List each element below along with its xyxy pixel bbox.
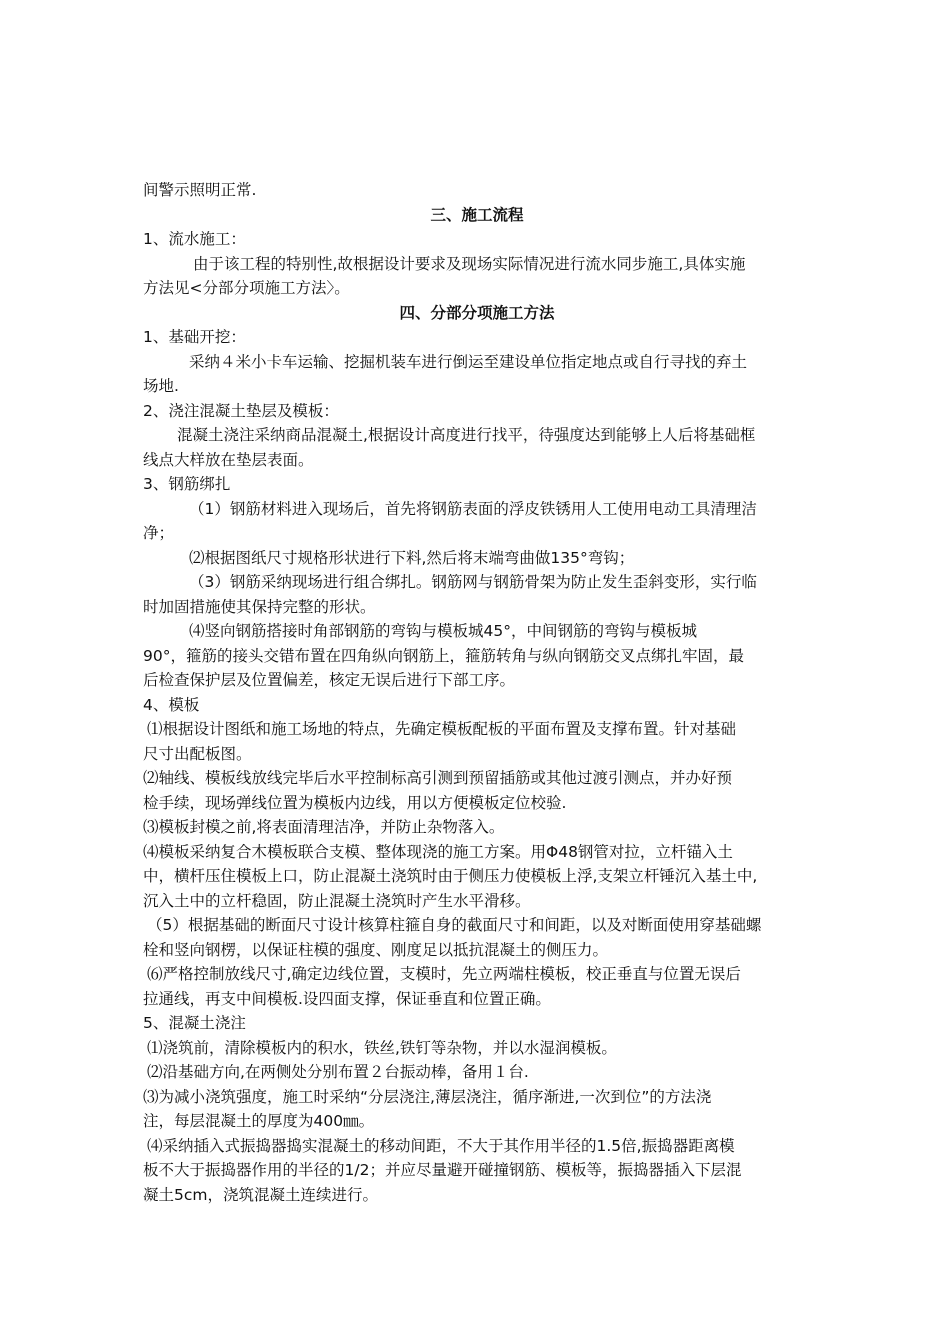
paragraph-line: ⑵根据图纸尺寸规格形状进行下料,然后将末端弯曲做135°弯钩； [189,548,635,567]
paragraph-line: 方法见<分部分项施工方法〉。 [143,279,350,297]
paragraph-line: 90°，箍筋的接头交错布置在四角纵向钢筋上，箍筋转角与纵向钢筋交叉点绑扎牢固，最 [143,646,744,665]
paragraph-line: ⑶模板封模之前,将表面清理洁净，并防止杂物落入。 [143,818,505,836]
section-heading: 三、施工流程 [430,205,524,224]
paragraph-line: 场地. [143,377,179,395]
paragraph-line: 间警示照明正常. [143,181,257,199]
paragraph-line: 检手续，现场弹线位置为模板内边线，用以方便模板定位校验. [143,793,567,812]
paragraph-line: 采纳４米小卡车运输、挖掘机装车进行倒运至建设单位指定地点或自行寻找的弃土 [189,352,748,371]
paragraph-line: ⑶为减小浇筑强度，施工时采纳“分层浇注,薄层浇注，循序渐进,一次到位”的方法浇 [143,1087,712,1106]
paragraph-line: ⑴浇筑前，清除模板内的积水，铁丝,铁钉等杂物，并以水湿润模板。 [147,1038,617,1057]
section-heading: 四、分部分项施工方法 [399,303,555,322]
paragraph-line: 时加固措施使其保持完整的形状。 [143,597,376,616]
paragraph-line: 4、模板 [143,695,200,714]
paragraph-line: 尺寸出配板图。 [143,744,252,763]
paragraph-line: 3、钢筋绑扎 [143,475,231,493]
paragraph-line: 2、浇注混凝土垫层及模板： [143,401,339,420]
paragraph-line: ⑴根据设计图纸和施工场地的特点，先确定模板配板的平面布置及支撑布置。针对基础 [147,720,737,738]
document-body [143,178,811,1207]
paragraph-line: 净； [143,524,175,542]
paragraph-line: 凝土5cm，浇筑混凝土连续进行。 [143,1185,378,1204]
paragraph-line: 栓和竖向钢楞，以保证柱模的强度、刚度足以抵抗混凝土的侧压力。 [143,940,609,959]
paragraph-line: 注，每层混凝土的厚度为400㎜。 [143,1112,375,1130]
paragraph-line: ⑷模板采纳复合木模板联合支模、整体现浇的施工方案。用Φ48钢管对拉，立杆锚入土 [143,842,733,861]
paragraph-line: 后检查保护层及位置偏差，核定无误后进行下部工序。 [143,671,516,689]
paragraph-line: ⑷竖向钢筋搭接时角部钢筋的弯钩与模板城45°，中间钢筋的弯钩与模板城 [189,622,697,640]
paragraph-line: 由于该工程的特别性,故根据设计要求及现场实际情况进行流水同步施工,具体实施 [193,254,746,273]
paragraph-line: 1、基础开挖： [143,328,246,346]
paragraph-line: 线点大样放在垫层表面。 [143,450,314,469]
paragraph-line: 1、流水施工： [143,230,246,248]
paragraph-line: ⑵轴线、模板线放线完毕后水平控制标高引测到预留插筋或其他过渡引测点，并办好预 [143,769,733,787]
paragraph-line: （5）根据基础的断面尺寸设计核算柱箍自身的截面尺寸和间距，以及对断面使用穿基础螺 [147,916,762,934]
paragraph-line: ⑷采纳插入式振捣器捣实混凝土的移动间距，不大于其作用半径的1.5倍,振捣器距离模 [147,1136,735,1155]
paragraph-line: （1）钢筋材料进入现场后，首先将钢筋表面的浮皮铁锈用人工使用电动工具清理洁 [189,499,757,518]
paragraph-line: ⑵沿基础方向,在两侧处分别布置２台振动棒，备用１台. [147,1063,529,1081]
paragraph-line: 沉入土中的立杆稳固，防止混凝土浇筑时产生水平滑移。 [143,891,531,910]
paragraph-line: （3）钢筋采纳现场进行组合绑扎。钢筋网与钢筋骨架为防止发生歪斜变形，实行临 [189,573,757,591]
paragraph-line: 拉通线，再支中间模板.设四面支撑，保证垂直和位置正确。 [143,989,551,1008]
paragraph-line: 中，横杆压住模板上口，防止混凝土浇筑时由于侧压力使模板上浮,支架立杆锤沉入基土中, [143,867,758,885]
paragraph-line: ⑹严格控制放线尺寸,确定边线位置，支模时，先立两端柱模板，校正垂直与位置无误后 [147,965,741,983]
paragraph-line: 混凝土浇注采纳商品混凝土,根据设计高度进行找平，待强度达到能够上人后将基础框 [177,426,756,444]
paragraph-line: 5、混凝土浇注 [143,1014,246,1032]
paragraph-line: 板不大于振捣器作用的半径的1/2；并应尽量避开碰撞钢筋、模板等，振捣器插入下层混 [143,1161,742,1179]
